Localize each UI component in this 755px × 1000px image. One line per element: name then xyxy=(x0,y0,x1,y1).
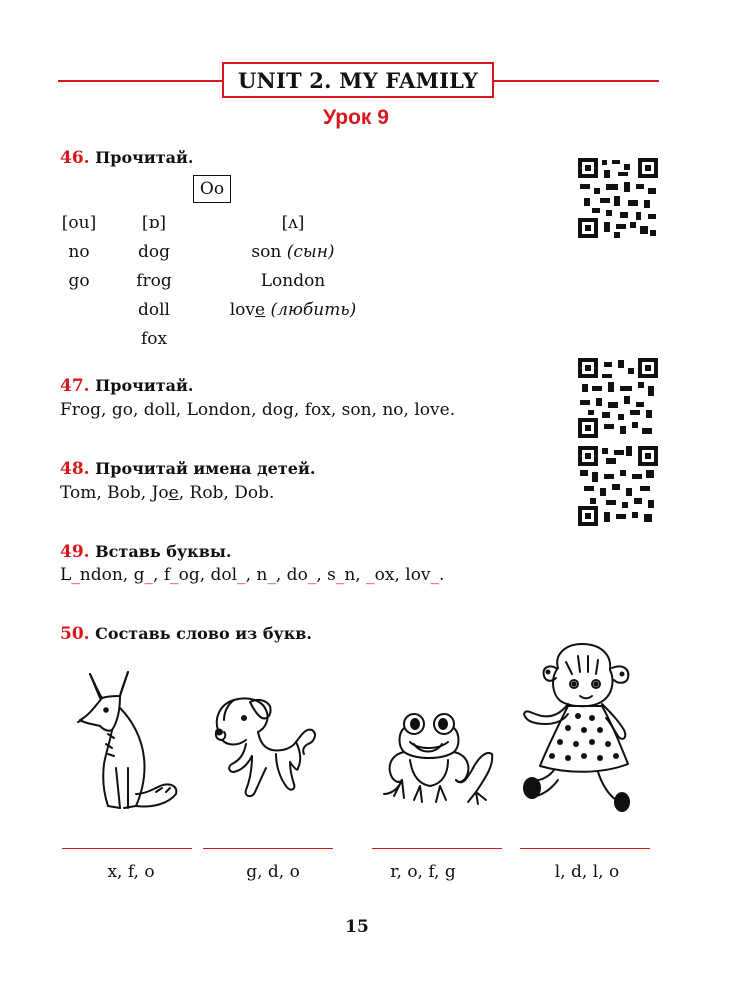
letter-box: Oo xyxy=(193,175,231,203)
blank-slot[interactable]: _ xyxy=(335,565,345,585)
letters-label: r, o, f, g xyxy=(390,862,456,882)
blank-slot[interactable]: _ xyxy=(430,565,440,585)
ex50-number: 50. xyxy=(60,624,90,644)
ex47-instruction: Прочитай. xyxy=(95,376,194,395)
word: doll xyxy=(138,300,170,320)
column-u-short xyxy=(220,209,366,325)
ex47-text: Frog, go, doll, London, dog, fox, son, no, love. xyxy=(60,400,456,420)
answer-line[interactable] xyxy=(372,848,502,849)
blank-slot[interactable]: _ xyxy=(71,565,80,585)
ex46-number: 46. xyxy=(60,148,90,168)
qr-code-icon xyxy=(578,358,658,438)
word: son (сын) xyxy=(251,242,335,262)
ex48-number: 48. xyxy=(60,459,90,479)
answer-line[interactable] xyxy=(62,848,192,849)
blank-slot[interactable]: _ xyxy=(170,565,179,585)
page-number: 15 xyxy=(345,917,369,937)
ex50-heading xyxy=(60,624,312,644)
ex50-instruction: Составь слово из букв. xyxy=(95,624,312,643)
word: fox xyxy=(140,329,168,349)
dog-picture xyxy=(210,694,328,814)
letters-label: x, f, o xyxy=(107,862,155,882)
column-header: [ou] xyxy=(61,213,97,233)
doll-picture xyxy=(518,642,654,814)
ex49-heading xyxy=(60,542,231,562)
header-rule-left xyxy=(58,80,222,82)
fox-picture xyxy=(72,668,182,816)
ex47-heading xyxy=(60,376,193,396)
ex47-number: 47. xyxy=(60,376,90,396)
column-header: [ʌ] xyxy=(281,213,305,233)
ex46-heading xyxy=(60,148,193,168)
ex49-instruction: Вставь буквы. xyxy=(95,542,232,561)
header-rule-right xyxy=(494,80,659,82)
blank-slot[interactable]: _ xyxy=(237,565,246,585)
blank-slot[interactable]: _ xyxy=(366,565,375,585)
frog-picture xyxy=(380,710,498,810)
blank-slot[interactable]: _ xyxy=(267,565,276,585)
letters-label: l, d, l, o xyxy=(554,862,620,882)
translation: (сын) xyxy=(286,242,335,262)
blank-slot[interactable]: _ xyxy=(144,565,154,585)
ex48-heading xyxy=(60,459,315,479)
word: no xyxy=(68,242,90,262)
column-header: [ɒ] xyxy=(141,213,167,233)
word: love (любить) xyxy=(229,300,357,320)
word: go xyxy=(68,271,90,291)
answer-line[interactable] xyxy=(520,848,650,849)
word: London xyxy=(260,271,326,291)
lesson-title: Урок 9 xyxy=(323,106,389,129)
letters-label: g, d, o xyxy=(246,862,300,882)
unit-title-box xyxy=(222,62,494,98)
word: dog xyxy=(138,242,170,262)
ex49-number: 49. xyxy=(60,542,90,562)
answer-line[interactable] xyxy=(203,848,333,849)
word: frog xyxy=(136,271,172,291)
ex48-text: Tom, Bob, Joe, Rob, Dob. xyxy=(60,483,275,503)
column-ou xyxy=(56,209,102,296)
ex46-instruction: Прочитай. xyxy=(95,148,194,167)
translation: (любить) xyxy=(270,300,357,320)
unit-title: UNIT 2. MY FAMILY xyxy=(238,67,478,93)
blank-slot[interactable]: _ xyxy=(307,565,317,585)
ex48-instruction: Прочитай имена детей. xyxy=(95,459,316,478)
qr-code-icon xyxy=(578,158,658,238)
column-o-short xyxy=(127,209,181,354)
ex49-text: L_ndon, g_, f_og, dol_, n_, do_, s_n, _ox, lov_. xyxy=(60,565,445,585)
qr-code-icon xyxy=(578,446,658,526)
